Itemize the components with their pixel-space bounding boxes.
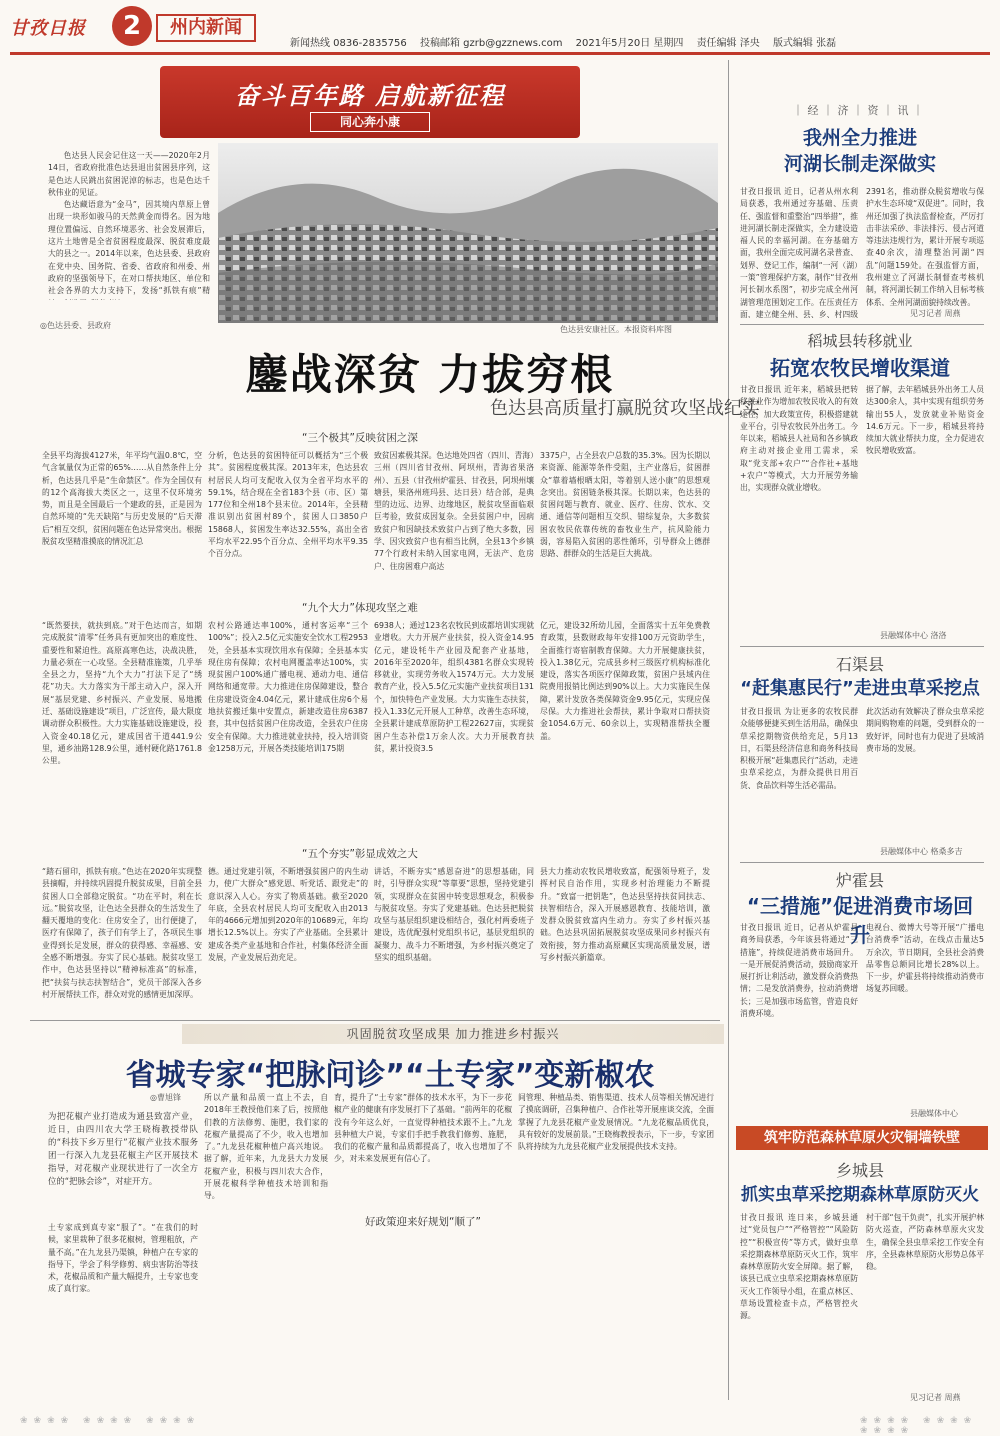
article-column: 3375户，占全县农户总数的35.3%。因为长期以来资源、能源等条件受阻，主产业落后，贫困群众“靠着墙根晒太阳，等着别人送小康”的思想观念突出。贫困链条极其深。长期以来，色达县的贫困问题与教育、就业、医疗、住房、饮水、交通、通信等问题相互交织、错综复杂，大多数贫困农牧民依靠传统的畜牧业生产，抗风险能力弱，容易陷入贫困的恶性循环，引导群众上德群思路、群群众的生活是巨大挑战。 — [540, 451, 710, 559]
story-separator — [740, 324, 984, 325]
article-column: 土专家成到真专家“服了”。“在我们的时候，家里栽种了很多花椒树，管理粗放，产量不高。”在九龙县乃渠镇，种植户在专家的指导下，学会了科学修剪、病虫害防治等技术，花椒品质和产量大幅提升，土专家也变成了真行家。 — [48, 1223, 198, 1294]
story-kicker: 稻城县转移就业 — [807, 332, 913, 350]
email: 投稿邮箱 gzrb@gzznews.com — [419, 38, 563, 49]
bottom-subhead: 好政策迎来好规划“顺了” — [365, 1216, 481, 1228]
story-separator — [740, 646, 984, 647]
story-body: 2391名，推动群众脱贫增收与保护水生态环境“双促进”。同时，我州还加强了执法监督检查，严厉打击非法采砂、非法排污、侵占河道等违法违规行为，累计开展专项巡查40余次，清理整治河湖“四乱”问题159处。在强监督方面，我州建立了河湖长制督查考核机制，将河湖长制工作纳入目标考核体系，全州河湖面貌持续改善。 — [866, 187, 984, 306]
issue-date: 2021年5月20日 星期四 — [575, 38, 684, 49]
banner-title: 奋斗百年路 启航新征程 — [234, 81, 506, 110]
section-title: “九个大力”体现攻坚之难 — [302, 602, 418, 614]
hotline: 新闻热线 0836-2835756 — [290, 38, 407, 49]
byline: 县融媒体中心 — [910, 1109, 958, 1118]
town-photo — [218, 143, 718, 323]
article-column: 农村公路通达率100%，通村客运率“三个100%”；投入2.5亿元实施安全饮水工程2953处，全县基本实现饮用水有保障；全县基本实现住房有保障；农村电网覆盖率达100%，实现贫困户100%通广播电视、通动力电、通信网络和通宽带。大力推进住房保障建设，整合住房建设资金4.04亿元，累计建成住房6个易地扶贫搬迁集中安置点，新建改造住房6387套，其中包括贫困户住房改造，全县农户住房安全有保障。大力推进就业扶持，投入培训资金1258万元，开展各类技能培训175期 — [208, 621, 368, 753]
story-title: 我州全力推进 — [802, 127, 917, 149]
bottom-headline: 省城专家“把脉问诊”“土专家”变新椒农 — [125, 1058, 655, 1093]
section-title: “五个夯实”彰显成效之大 — [302, 848, 418, 860]
byline: 县融媒体中心 格桑多吉 — [880, 847, 963, 856]
article-column: 所以产量和品质一直上不去，自2018年王教授他们来了后，按照他们教的方法修剪、施肥，我们家的花椒产量提高了不少，收入也增加了。”九龙县花椒种植户高兴地说。据了解，近年来，九龙县大力发展花椒产业，积极与四川农大合作，开展花椒科学种植技术培训和指导。 — [204, 1093, 328, 1201]
masthead-info — [290, 34, 846, 49]
article-column: “既然要扶，就扶到底。”对于色达而言，如期完成脱贫“清零”任务具有更加突出的难度性、重要性和紧迫性。高原高寒色达，决战决胜，力量必须在一心攻坚。全县精准施策，几乎举全县之力，坚持“九个大力”打法下足了“绣花”功夫。大力落实为干部主动入户，深入开展“基层党建、乡村振兴、产业发展、易地搬迁、基础设施建设”项目，广泛宣传，最大限度调动群众积极性。大力实施基础设施建设，投入资金40.18亿元，建成国省干道441.9公里，通乡油路128.9公里，通村硬化路1761.8公里。 — [42, 621, 202, 766]
section-name: 州内新闻 — [156, 14, 256, 42]
lead-subheadline: 色达县高质量打赢脱贫攻坚战纪实 — [490, 398, 760, 419]
editor: 责任编辑 泽央 — [696, 38, 760, 49]
story-body: 甘孜日报讯 为让更多的农牧民群众能够便捷买到生活用品，确保虫草采挖期物资供给充足，5月13日，石渠县经济信息和商务科技局积极开展“赶集惠民行”活动，走进虫草采挖点，为群众提供日用百货、食品饮料等生活必需品。 — [740, 707, 858, 790]
story-body: 电视台、微博大号等开展“广播电台消费季”活动，在线点击量达5万余次，节日期间，全县社会消费品零售总额同比增长28%以上。下一步，炉霍县将持续推动消费市场复苏回暖。 — [866, 923, 984, 994]
story-title: 河湖长制走深做实 — [783, 153, 936, 175]
article-column: 6938人；通过123名农牧民到成都培训实现就业增收。大力开展产业扶贫，投入资金14.95亿元，建设牦牛产业园及配套产业基地，2016年至2020年，组织4381名群众实现转移就业，实现劳务收入1574万元。大力发展教育产业，投入5.5亿元实施产业扶贫项目131个，加快特色产业发展。大力实施生态扶贫，投入1.33亿元开展人工种草，改善生态环境，全县累计建成草原防护工程22627亩，实现贫困户生态补偿1万余人次。大力开展教育扶贫，累计投资3.5 — [374, 621, 534, 753]
page-number: 2 — [112, 6, 152, 46]
article-column: 亿元，建设32所幼儿园，全面落实十五年免费教育政策，县数财政每年安排100万元资助学生，全面推行寄宿制教育保障。大力开展健康扶贫，投入1.38亿元，完成县乡村三级医疗机构标准化建设，落实各项医疗保障政策，贫困户县域内住院费用报销比例达到90%以上。大力实施民生保障，累计发放各类保障资金9.95亿元，实现应保尽保。大力推进社会帮扶，累计争取对口帮扶资金1054.6万元、60余以上，实现精准帮扶全覆盖。 — [540, 621, 710, 741]
byline: 见习记者 周燕 — [910, 309, 961, 318]
photo-caption: 色达县安康社区。本报资料库图 — [560, 325, 672, 334]
masthead — [0, 0, 1000, 56]
lead-intro — [48, 150, 210, 300]
story-title: “赶集惠民行”走进虫草采挖点 — [740, 678, 980, 699]
story-body: 据了解，去年稻城县外出务工人员达300余人，其中实现有组织劳务输出55人，发放就业补贴资金14.6万元。下一步，稻城县将持续加大就业帮扶力度，全力促进农牧民增收致富。 — [866, 385, 984, 456]
layout-editor: 版式编辑 张磊 — [772, 38, 837, 49]
footer-ornament: ❀❀❀❀ ❀❀❀❀ ❀❀❀❀ — [20, 1416, 201, 1426]
article-column: 德。通过党建引领，不断增强贫困户的内生动力，使广大群众“感党恩、听党话、跟党走”的意识深入人心。夯实了物质基础。截至2020年底，全县农村居民人均可支配收入由2013年的4666元增加到2020年的10689元，年均增长12.5%以上。夯实了产业基础。全县累计建成各类产业基地和合作社，村集体经济全面发展，产业发展后劲充足。 — [208, 867, 368, 963]
column-divider — [728, 60, 729, 1400]
bottom-strip: 巩固脱贫攻坚成果 加力推进乡村振兴 — [182, 1024, 724, 1044]
intro-para: 色达藏语意为“金马”，因其境内草原上曾出现一块形如骏马的天然黄金而得名。因为地理位置偏远、自然环境恶劣、社会发展滞后，这片土地曾是全省贫困程度最深、脱贫难度最大的县之一。2014年以来，色达县委、县政府在党中央、国务院、省委、省政府和州委、州政府的坚强领导下，在对口帮扶地区、单位和社会各界的大力支持下，发扬“抓铁有痕”精 — [48, 200, 210, 296]
story-body: 甘孜日报讯 近年来，稻城县把转移就业作为增加农牧民收入的有效途径，加大政策宣传，积极搭建就业平台，引导农牧民外出务工。今年以来，稻城县人社局和各乡镇政府主动对接企业用工需求，采取“党支部+农户”“合作社+基地+农户”等模式，大力开展劳务输出，实现群众就业增收。 — [740, 385, 858, 493]
lead-photo — [218, 143, 718, 323]
story-title: 拓宽农牧民增收渠道 — [770, 356, 950, 380]
story-body: 村干部“包干负责”，扎实开展护林防火巡查，严防森林草原火灾发生，确保全县虫草采挖工作安全有序，全县森林草原防火形势总体平稳。 — [866, 1213, 984, 1272]
byline: 见习记者 周燕 — [910, 1393, 961, 1402]
story-title: “三措施”促进消费市场回升 — [746, 894, 974, 947]
article-column: 讲话，不断夯实“感恩奋进”的思想基础，同时，引导群众实现“等靠要”思想，坚持党建引领，实现群众在贫困中转变思想观念，积极参与脱贫攻坚。夯实了党建基础。色达县把脱贫攻坚与基层组织建设相结合，强化村两委班子建设，选优配强村党组织书记，基层党组织的凝聚力、战斗力不断增强，为乡村振兴奠定了坚实的组织基础。 — [374, 867, 534, 963]
article-column: 全县平均海拔4127米，年平均气温0.8℃，空气含氧量仅为正常的65%……从自然条件上分析，色达县几乎是“生命禁区”。作为全国仅有的12个高海拔大类区之一，这里不仅环境劣势，而且是全国最后一个建政的县，正是因为自然环境的“先天缺陷”与历史发展的“后天滞后”相互交织，贫困问题在色达异常突出。根据脱贫攻坚精准摸底的情况汇总 — [42, 451, 202, 547]
page-footer — [0, 1410, 1000, 1436]
story-title: 抓实虫草采挖期森林草原防灭火 — [741, 1185, 979, 1205]
fire-safety-banner: 筑牢防范森林草原火灾铜墙铁壁 — [736, 1126, 988, 1150]
article-column: “踏石留印，抓铁有痕。”色达在2020年实现整县摘帽，并持续巩固提升脱贫成果，目前全县贫困人口全部稳定脱贫。“功在平时，利在长远。”脱贫攻坚，让色达全县群众的生活发生了翻天覆地的变化：住房安全了，出行便捷了，医疗有保障了，孩子们有学上了，各项民生事业得到长足发展，群众的获得感、幸福感、安全感不断增强。夯实了民心基础。脱贫攻坚工作中，色达县坚持以“精神标准高”的标准，把“扶贫与扶志扶智结合”，党员干部深入各乡村开展帮扶工作，群众对党的感情更加深厚。 — [42, 867, 202, 999]
article-column: 致贫因素极其深。色达地处四省（四川、青海）三州（四川省甘孜州、阿坝州，青海省果洛州）、五县（甘孜州炉霍县、甘孜县，阿坝州壤塘县，果洛州班玛县、达日县）结合部，是典型的边远、边界、边缘地区，脱贫攻坚面临艰巨考验，致贫成因复杂。全县贫困户中，因病致贫户和因缺技术致贫户占到了绝大多数，因学、因灾致贫户也有相当比例，全县13个乡镇77个行政村未纳入国家电网，无法产、危房户、住房困难户高达 — [374, 451, 534, 571]
story-body: 甘孜日报讯 近日，记者从州水利局获悉，我州通过夯基础、压责任、强监督和重整治“四举措”，推进河湖长制走深做实，全力建设造福人民的幸福河湖。在夯基础方面，我州全面完成河湖名录普查、划界、登记工作，编制“一河（湖）一策”管理保护方案，制作“甘孜州河长制水系图”，初步完成全州河湖管理范围划定工作。在压责任方面，建立健全州、县、乡、村四级 — [740, 187, 858, 318]
article-column: 县大力推动农牧民增收致富，配强领导班子，发挥村民自治作用，实现乡村治理能力不断提升。“致富一把钥匙”，色达县坚持扶贫同扶志、扶智相结合，深入开展感恩教育、技能培训，激发群众脱贫致富内生动力。夯实了乡村振兴基础。色达县巩固拓展脱贫攻坚成果同乡村振兴有效衔接，努力推动高原藏区实现高质量发展，谱写乡村振兴新篇章。 — [540, 867, 710, 963]
section-title: “三个极其”反映贫困之深 — [302, 432, 418, 444]
story-body: 甘孜日报讯 连日来，乡城县通过“党员包户”“严格管控”“风险防控”“积极宣传”等方式，做好虫草采挖期森林草原防灭火工作，筑牢森林草原防火安全屏障。据了解，该县已成立虫草采挖期森林草原防灭火工作领导小组，在重点林区、草场设置检查卡点，严格管控火源。 — [740, 1213, 858, 1321]
story-body: 甘孜日报讯 近日，记者从炉霍县商务局获悉，今年该县将通过“三措施”，持续促进消费市场回升。一是开展促消费活动，鼓励商家开展打折让利活动，激发群众消费热情；二是发放消费券，拉动消费增长；三是加强市场监管，营造良好消费环境。 — [740, 923, 858, 1019]
photo-credit: ◎色达县委、县政府 — [40, 321, 111, 330]
bottom-author: ◎曹旭锋 — [150, 1093, 181, 1102]
article-column: 育，提升了“土专家”群体的技术水平，为下一步花椒产业的健康有序发展打下了基础。“前两年的花椒没有今年这么好，一直觉得种植技术跟不上。”九龙县种植大户说，专家们手把手教我们修剪、施肥，我们的花椒产量和品质都提高了，收入也增加了不少，对未来发展更有信心了。 — [334, 1093, 512, 1164]
article-column: 间管理、种植品类、销售渠道、技术人员等相关情况进行了摸底调研，召集种植户、合作社等开展座谈交流，全面掌握了九龙县花椒产业发展情况。“九龙花椒品质优良，具有较好的发展前景。”王晓梅教授表示，下一步，专家团队将持续为九龙县花椒产业发展提供技术支持。 — [518, 1093, 714, 1152]
masthead-rule — [10, 52, 990, 55]
lead-headline: 鏖战深贫 力拔穷根 — [245, 350, 615, 399]
newspaper-logo: 甘孜日报 — [10, 18, 86, 39]
story-separator — [740, 862, 984, 863]
footer-ornament: ❀❀❀❀ ❀❀❀❀ ❀❀❀❀ — [860, 1416, 978, 1436]
intro-para: 色达县人民会记住这一天——2020年2月14日，省政府批准色达县退出贫困县序列，这是色达人民跳出贫困泥淖的标志，也是色达千秋伟业的见证。 — [48, 151, 210, 197]
byline: 县融媒体中心 洛洛 — [880, 631, 947, 640]
story-kicker: 石渠县 — [835, 655, 884, 674]
story-body: 此次活动有效解决了群众虫草采挖期间购物难的问题，受到群众的一致好评，同时也有力促进了县域消费市场的发展。 — [866, 707, 984, 753]
story-kicker: 炉霍县 — [835, 871, 884, 890]
bottom-intro: 为把花椒产业打造成为通县致富产业，近日，由四川农大学王晓梅教授带队的“科技下乡万里行”花椒产业技术服务团一行深入九龙县花椒主产区开展技术指导，对花椒产业现状进行了一次全方位的“把脉会诊”，对症开方。 — [48, 1111, 198, 1186]
banner-subtitle: 同心奔小康 — [310, 112, 430, 132]
story-kicker: 乡城县 — [835, 1161, 884, 1180]
article-column: 分析，色达县的贫困特征可以概括为“三个极其”。贫困程度极其深。2013年末，色达县农村居民人均可支配收入仅为全省平均水平的59.1%，结合现在全省183个县（市、区）第177位和全州18个县末位。2014年，全县精准识别出贫困村89个，贫困人口3850户15868人，贫困发生率达32.55%，高出全省平均水平22.95个百分点、全州平均水平9.35个百分点。 — [208, 451, 368, 559]
section-label: ｜经｜济｜资｜讯｜ — [792, 104, 928, 117]
section-separator — [30, 1020, 720, 1021]
